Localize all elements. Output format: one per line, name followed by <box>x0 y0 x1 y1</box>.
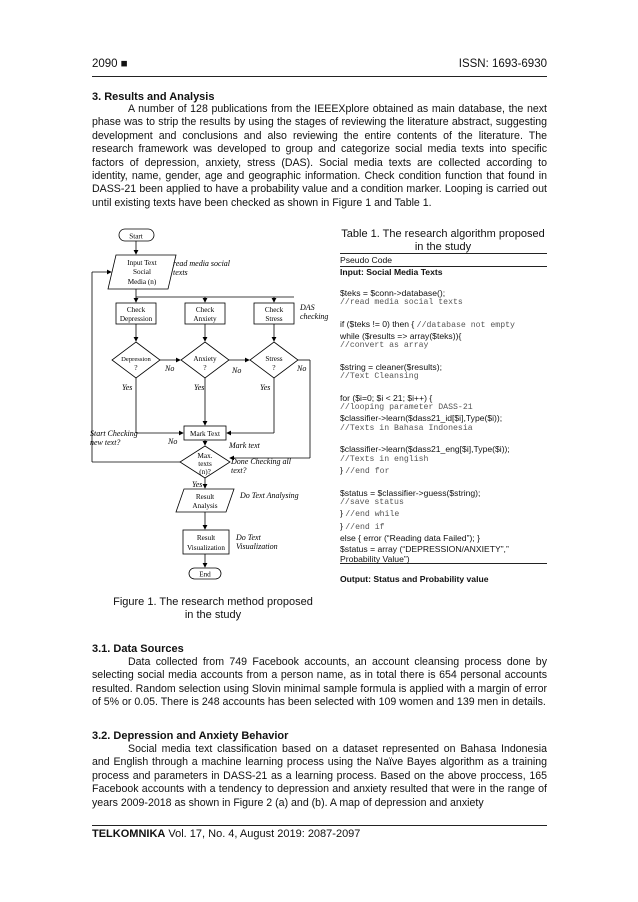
svg-text:Visualization: Visualization <box>236 542 278 551</box>
section-title-data-sources: 3.1. Data Sources <box>92 643 184 655</box>
svg-text:Input Text: Input Text <box>127 259 157 267</box>
svg-text:Mark text: Mark text <box>229 441 260 450</box>
svg-text:(n)?: (n)? <box>199 468 211 476</box>
svg-text:Stress: Stress <box>265 315 283 323</box>
svg-text:text?: text? <box>231 466 247 475</box>
mark-text-label: Mark Text <box>190 430 220 438</box>
section-body-results: A number of 128 publications from the IEEEXplore obtained as main database, the next phase was to strip the results by using the stages of reviewing the literature abstract, suggesting development and conclusions and also reviewing the entire contents of the literature. The research framework was developed to group and categorize social media texts into specific factors of depression, anxiety, stress (DAS). Social media texts are collected according to identity, name, gender, age and geographic information. Check condition function that found in DASS-21 been applied to have a probability value and a condition marker. Looping is carried out until existing texts have been checked as shown in Figure 1 and Table 1. <box>92 103 547 209</box>
page-number: 2090 ■ <box>92 58 128 70</box>
svg-text:Yes: Yes <box>122 383 133 392</box>
section-body-data-sources: Data collected from 749 Facebook accounts, an account cleansing process done by selecting social media accounts from a person name, as in total there is 654 personal accounts resulted. Random selection using Slovin minimal sample formula is applied with a margin of error of 5% or 0.05. There is 248 accounts has been selected with 109 women and 139 men in details. <box>92 656 547 709</box>
svg-text:texts: texts <box>173 268 188 277</box>
svg-text:read media social: read media social <box>173 259 231 268</box>
svg-text:Media (n): Media (n) <box>127 278 157 286</box>
svg-text:Do Text: Do Text <box>236 533 261 542</box>
figure1-caption: Figure 1. The research method proposed in the study <box>113 596 313 621</box>
header-rule <box>92 76 547 77</box>
svg-text:Check: Check <box>195 306 215 314</box>
figure1-flowchart <box>88 222 340 586</box>
svg-text:No: No <box>168 437 178 446</box>
svg-text:No: No <box>297 364 307 373</box>
page-footer: TELKOMNIKA Vol. 17, No. 4, August 2019: 2087-2097 <box>92 828 361 840</box>
svg-text:Yes: Yes <box>192 480 203 489</box>
svg-text:Anxiety: Anxiety <box>193 355 217 363</box>
svg-text:Check: Check <box>126 306 146 314</box>
svg-text:Check: Check <box>264 306 284 314</box>
svg-text:Start Checking: Start Checking <box>90 429 138 438</box>
table1-top-rule <box>340 253 547 254</box>
footer-rule <box>92 825 547 826</box>
svg-text:Depression: Depression <box>121 356 151 363</box>
table1-caption: Table 1. The research algorithm proposed in the study <box>341 228 545 253</box>
svg-text:Max.: Max. <box>197 452 213 460</box>
svg-text:Yes: Yes <box>260 383 271 392</box>
svg-text:Stress: Stress <box>265 355 283 363</box>
svg-text:No: No <box>232 366 242 375</box>
svg-text:?: ? <box>272 364 276 372</box>
svg-text:Analysis: Analysis <box>192 502 218 510</box>
svg-text:Social: Social <box>133 268 151 276</box>
svg-text:?: ? <box>134 364 138 372</box>
section-title-depression-anxiety: 3.2. Depression and Anxiety Behavior <box>92 730 289 742</box>
issn: ISSN: 1693-6930 <box>458 58 547 70</box>
section-body-depression-anxiety: Social media text classification based on a dataset represented on Bahasa Indonesia and English through a machine learning process using the Naïve Bayes algorithm as a training process and parameters in DASS-21 as a learning process. Based on the above proccess, 165 Facebook accounts with a tendency to depression and anxiety resulted that were in the range of years 2009-2018 as shown in Figure 2 (a) and (b). A map of depression and anxiety <box>92 743 547 809</box>
section-title-results: 3. Results and Analysis <box>92 91 215 103</box>
table1-bottom-rule <box>340 563 547 564</box>
svg-text:Result: Result <box>195 493 215 501</box>
svg-text:Depression: Depression <box>119 315 153 323</box>
svg-text:Done Checking all: Done Checking all <box>231 457 291 466</box>
svg-text:texts: texts <box>198 460 212 468</box>
end-label: End <box>199 570 211 579</box>
svg-text:Anxiety: Anxiety <box>193 315 217 323</box>
svg-text:Result: Result <box>196 534 216 542</box>
start-label: Start <box>129 232 143 241</box>
svg-text:?: ? <box>203 364 207 372</box>
svg-text:No: No <box>165 364 175 373</box>
svg-text:Do Text Analysing: Do Text Analysing <box>240 491 299 500</box>
svg-text:Visualization: Visualization <box>187 544 225 552</box>
svg-text:DAS: DAS <box>300 303 315 312</box>
svg-text:checking: checking <box>300 312 329 321</box>
table1-pseudocode: Pseudo Code Input: Social Media Texts $teks = $conn->database(); //read media social texts if ($teks != 0) then { //database not empty while ($results => array($teks)){ //convert as array $string = cleaner($results); //Text Cleansing for ($i=0; $i < 21; $i++) { //looping parameter DASS-21 $classifier->learn($dass21_id[$i],Type($i)); //Texts in Bahasa Indonesia $classifier->learn($dass21_eng[$i],Type($i)); //Texts in english } //end for $status = $classifier->guess($string); //save status } //end while } //end if else { error (“Reading data Failed”); } $status = array (“DEPRESSION/ANXIETY”,” Probability Value”) Output: Status and Probability value <box>340 255 547 585</box>
svg-text:Yes: Yes <box>194 383 205 392</box>
page-header <box>92 58 547 74</box>
svg-text:new text?: new text? <box>90 438 121 447</box>
